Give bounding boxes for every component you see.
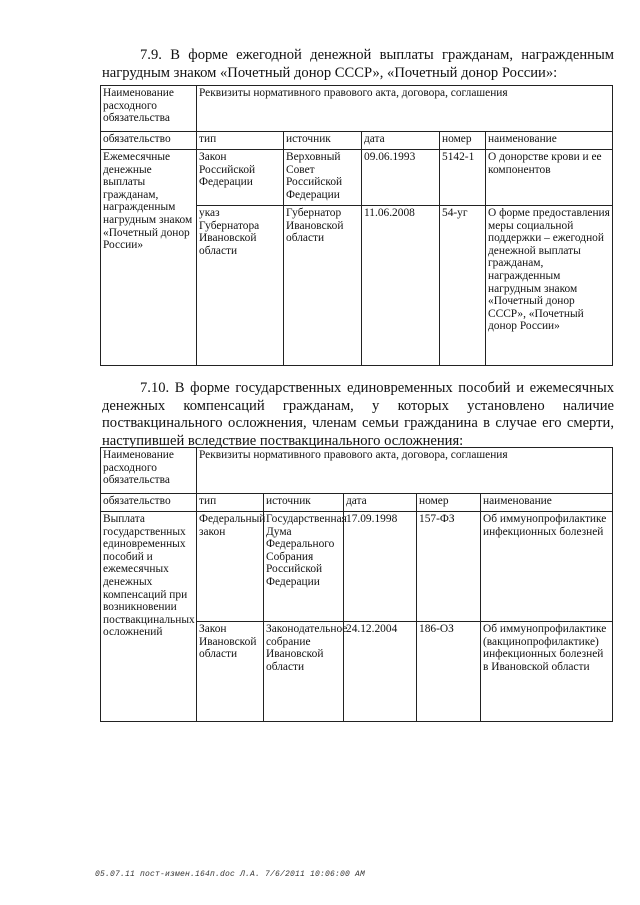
subheader-name: наименование xyxy=(481,494,613,512)
subheader-name: наименование xyxy=(486,132,613,150)
section-7-9-text xyxy=(102,47,614,82)
cell-source: Законодательное собрание Ивановской области xyxy=(264,622,344,722)
section-7-10-line-1: 7.10. В форме государственных единовременных пособий и ежемесячных xyxy=(140,380,614,396)
obligation-cell: Выплата государственных единовременных пособий и ежемесячных денежных компенсаций при возникновении поствакцинальных осложнений xyxy=(101,512,197,722)
subheader-type: тип xyxy=(197,494,264,512)
cell-name: Об иммунопрофилактике инфекционных болезней xyxy=(481,512,613,622)
document-footer: 05.07.11 пост-измен.164п.doc Л.А. 7/6/2011 10:06:00 AM xyxy=(95,870,366,879)
header-requisites: Реквизиты нормативного правового акта, договора, соглашения xyxy=(197,448,613,494)
cell-date: 11.06.2008 xyxy=(362,206,440,366)
subheader-obligation: обязательство xyxy=(101,132,197,150)
cell-type: Закон Российской Федерации xyxy=(197,150,284,206)
section-7-9-line-2: нагрудным знаком «Почетный донор СССР», «Почетный донор России»: xyxy=(102,64,558,81)
obligation-cell: Ежемесячные денежные выплаты гражданам, награжденным нагрудным знаком «Почетный донор России» xyxy=(101,150,197,366)
cell-number: 186-ОЗ xyxy=(417,622,481,722)
requisites-table-7-9 xyxy=(100,85,613,366)
cell-number: 157-ФЗ xyxy=(417,512,481,622)
table-row xyxy=(101,150,613,206)
cell-source: Государственная Дума Федерального Собрания Российской Федерации xyxy=(264,512,344,622)
cell-type: указ Губернатора Ивановской области xyxy=(197,206,284,366)
requisites-table-7-10 xyxy=(100,447,613,722)
section-7-10-text xyxy=(102,380,614,450)
subheader-number: номер xyxy=(417,494,481,512)
cell-name: О донорстве крови и ее компонентов xyxy=(486,150,613,206)
subheader-source: источник xyxy=(284,132,362,150)
subheader-number: номер xyxy=(440,132,486,150)
section-7-10-line-3: поствакцинального осложнения, членам семьи гражданина в случае его смерти, xyxy=(102,415,614,431)
section-7-9-line-1: 7.9. В форме ежегодной денежной выплаты гражданам, награжденным xyxy=(140,47,614,63)
cell-name: Об иммунопрофилактике (вакцинопрофилактике) инфекционных болезней в Ивановской области xyxy=(481,622,613,722)
subheader-date: дата xyxy=(344,494,417,512)
subheader-type: тип xyxy=(197,132,284,150)
cell-type: Закон Ивановской области xyxy=(197,622,264,722)
cell-type: Федеральный закон xyxy=(197,512,264,622)
section-7-10-line-2: денежных компенсаций гражданам, у которых установлено наличие xyxy=(102,397,614,414)
cell-date: 09.06.1993 xyxy=(362,150,440,206)
subheader-source: источник xyxy=(264,494,344,512)
table-row xyxy=(101,512,613,622)
header-obligation-name: Наименование расходного обязательства xyxy=(101,448,197,494)
cell-source: Губернатор Ивановской области xyxy=(284,206,362,366)
cell-name: О форме предоставления меры социальной поддержки – ежегодной денежной выплаты гражданам, награжденным нагрудным знаком «Почетный донор СССР», «Почетный донор России» xyxy=(486,206,613,366)
subheader-date: дата xyxy=(362,132,440,150)
header-requisites: Реквизиты нормативного правового акта, договора, соглашения xyxy=(197,86,613,132)
cell-number: 54-уг xyxy=(440,206,486,366)
cell-number: 5142-1 xyxy=(440,150,486,206)
section-7-10-line-4: наступившей вследствие поствакцинального осложнения: xyxy=(102,432,464,449)
header-obligation-name: Наименование расходного обязательства xyxy=(101,86,197,132)
cell-date: 17.09.1998 xyxy=(344,512,417,622)
cell-source: Верховный Совет Российской Федерации xyxy=(284,150,362,206)
cell-date: 24.12.2004 xyxy=(344,622,417,722)
subheader-obligation: обязательство xyxy=(101,494,197,512)
